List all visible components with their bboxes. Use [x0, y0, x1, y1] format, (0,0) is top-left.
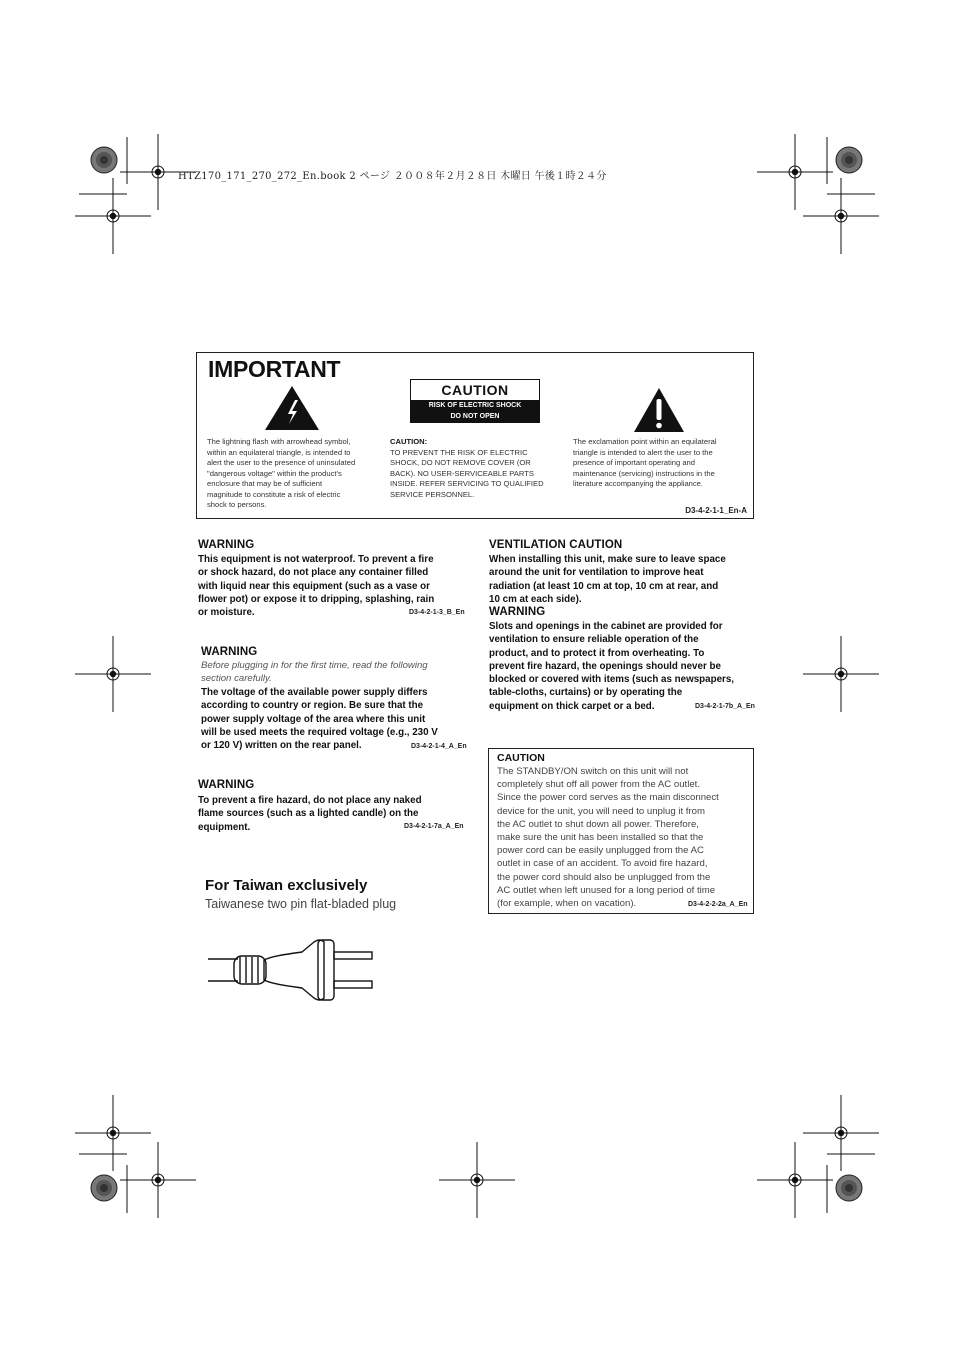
warning1-heading: WARNING: [198, 539, 255, 551]
lightning-explanation: [207, 437, 385, 511]
text-line: Since the power cord serves as the main disconnect: [497, 792, 719, 804]
text-line: will be used meets the required voltage (e.g., 230 V: [201, 726, 438, 738]
text-line: table-cloths, curtains) or by operating the: [489, 687, 683, 699]
text-line: TO PREVENT THE RISK OF ELECTRIC: [390, 447, 528, 457]
warning1-code: D3-4-2-1-3_B_En: [409, 609, 465, 616]
text-line: INSIDE. REFER SERVICING TO QUALIFIED: [390, 479, 544, 488]
text-line: maintenance (servicing) instructions in the: [573, 468, 715, 478]
text-line: with liquid near this equipment (such as a vase or: [198, 580, 430, 592]
text-line: Before plugging in for the first time, read the following: [201, 660, 428, 671]
text-line: enclosure that may be of sufficient: [207, 479, 323, 488]
ventilation-warning-body: [489, 620, 755, 713]
book-header-line: HTZ170_171_270_272_En.book 2 ページ ２００８年２月２８日 木曜日 午後１時２４分: [178, 171, 607, 182]
warning3-heading: WARNING: [198, 779, 255, 791]
text-line: AC outlet when left unused for a long period of time: [497, 884, 716, 896]
text-line: "dangerous voltage" within the product's: [207, 468, 342, 478]
text-line: equipment on thick carpet or a bed.: [489, 700, 655, 712]
text-line: Slots and openings in the cabinet are provided for: [489, 621, 723, 632]
text-line: section carefully.: [201, 673, 272, 684]
text-line: the power cord should also be unplugged from the: [497, 871, 711, 883]
text-line: To prevent a fire hazard, do not place any naked: [198, 795, 422, 806]
exclamation-explanation: [573, 437, 751, 490]
caution-label-title: CAUTION: [441, 382, 509, 398]
text-line: within an equilateral triangle, is intended to: [207, 447, 351, 457]
standby-caution-heading: CAUTION: [497, 752, 545, 764]
text-line: BACK). NO USER-SERVICEABLE PARTS: [390, 468, 534, 478]
text-line: The STANDBY/ON switch on this unit will not: [497, 766, 689, 777]
text-line: literature accompanying the appliance.: [573, 479, 704, 488]
text-line: equipment.: [198, 821, 251, 833]
text-line: make sure the unit has been installed so that the: [497, 832, 704, 844]
caution-label-sub: [411, 400, 539, 422]
text-line: This equipment is not waterproof. To prevent a fire: [198, 554, 434, 565]
text-line: device for the unit, you will need to unplug it from: [497, 805, 705, 817]
warning2-italic: [201, 659, 469, 685]
warning2-heading: WARNING: [201, 646, 258, 658]
text-line: SHOCK, DO NOT REMOVE COVER (OR: [390, 458, 531, 467]
exclamation-triangle-icon: [632, 386, 686, 434]
text-line: radiation (at least 10 cm at top, 10 cm at rear, and: [489, 580, 719, 592]
text-line: completely shut off all power from the AC outlet.: [497, 779, 700, 791]
caution-label: [410, 379, 540, 423]
important-code: D3-4-2-1-1_En-A: [685, 506, 747, 515]
caution-sub-line1: RISK OF ELECTRIC SHOCK: [428, 402, 522, 409]
text-line: flower pot) or expose it to dripping, splashing, rain: [198, 593, 435, 605]
plug-illustration-icon: [206, 936, 386, 1006]
warning2-code: D3-4-2-1-4_A_En: [411, 743, 467, 750]
warning3-code: D3-4-2-1-7a_A_En: [404, 823, 464, 830]
text-line: shock to persons.: [207, 500, 267, 509]
text-line: SERVICE PERSONNEL.: [390, 489, 475, 499]
text-line: or 120 V) written on the rear panel.: [201, 740, 362, 752]
text-line: according to country or region. Be sure that the: [201, 700, 424, 712]
important-title: IMPORTANT: [208, 356, 341, 382]
text-line: The lightning flash with arrowhead symbol,: [207, 437, 351, 446]
text-line: 10 cm at each side).: [489, 593, 582, 605]
text-line: prevent fire hazard, the openings should never be: [489, 660, 721, 672]
ventilation-body: [489, 553, 755, 606]
text-line: (for example, when on vacation).: [497, 898, 637, 910]
caution-heading: CAUTION:: [390, 437, 428, 446]
text-line: or shock hazard, do not place any container filled: [198, 567, 429, 579]
lightning-triangle-icon: [262, 384, 322, 434]
caution-sub-line2: DO NOT OPEN: [450, 412, 500, 420]
text-line: product, and to protect it from overheating. To: [489, 647, 705, 659]
caution-explanation: [390, 437, 568, 500]
text-line: ventilation to ensure reliable operation of the: [489, 634, 699, 646]
ventilation-warning-heading: WARNING: [489, 606, 546, 618]
taiwan-title: For Taiwan exclusively: [205, 877, 368, 894]
text-line: blocked or covered with items (such as newspapers,: [489, 674, 735, 686]
ventilation-heading: VENTILATION CAUTION: [489, 539, 623, 551]
text-line: magnitude to constitute a risk of electric: [207, 489, 341, 499]
text-line: alert the user to the presence of uninsulated: [207, 458, 356, 467]
text-line: or moisture.: [198, 607, 255, 619]
text-line: When installing this unit, make sure to leave space: [489, 554, 726, 565]
text-line: triangle is intended to alert the user to the: [573, 447, 713, 457]
text-line: presence of important operating and: [573, 458, 696, 467]
text-line: power supply voltage of the area where this unit: [201, 713, 426, 725]
text-line: The voltage of the available power supply differs: [201, 687, 428, 698]
text-line: power cord can be easily unplugged from the AC: [497, 845, 704, 857]
standby-caution-code: D3-4-2-2-2a_A_En: [688, 901, 748, 908]
text-line: The exclamation point within an equilateral: [573, 437, 717, 446]
text-line: outlet in case of an accident. To avoid fire hazard,: [497, 858, 708, 870]
text-line: around the unit for ventilation to improve heat: [489, 567, 704, 579]
standby-caution-body: [497, 765, 753, 910]
taiwan-subtitle: Taiwanese two pin flat-bladed plug: [205, 897, 397, 911]
ventilation-code: D3-4-2-1-7b_A_En: [695, 703, 755, 710]
text-line: the AC outlet to shut down all power. Therefore,: [497, 818, 699, 830]
text-line: flame sources (such as a lighted candle) on the: [198, 808, 419, 820]
